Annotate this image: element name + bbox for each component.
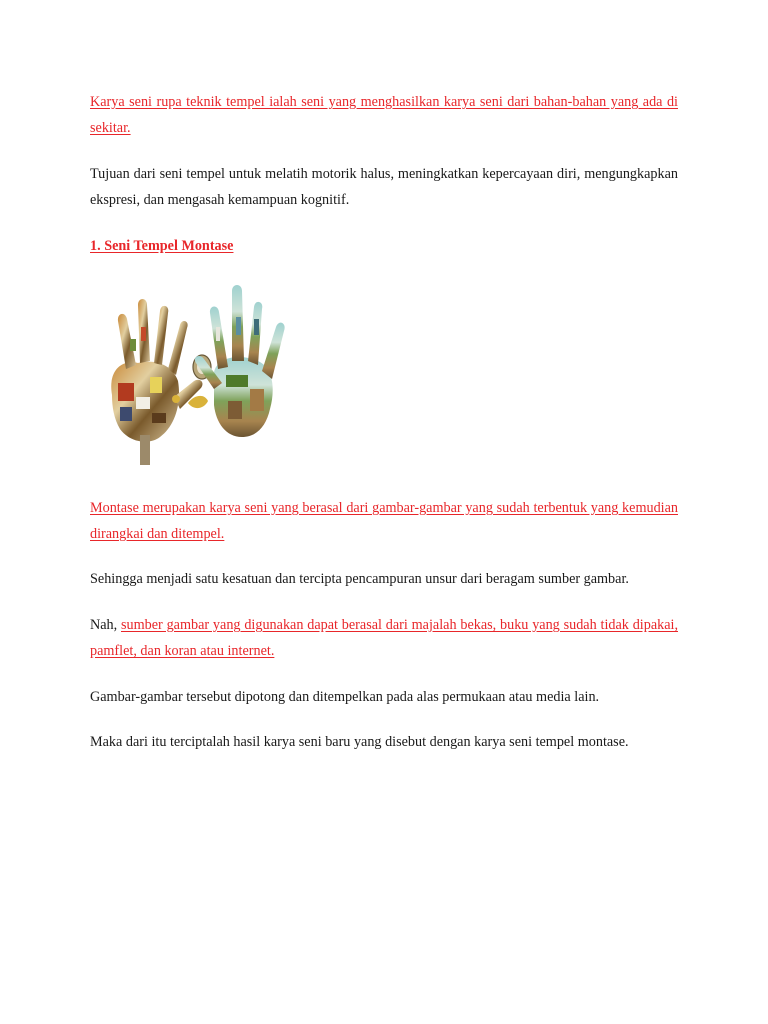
maka-paragraph: Maka dari itu terciptalah hasil karya seni baru yang disebut dengan karya seni tempel montase.: [90, 734, 629, 750]
nah-prefix: Nah,: [90, 617, 121, 633]
document-page: [90, 89, 678, 755]
section-heading: 1. Seni Tempel Montase: [90, 238, 234, 254]
gambar-paragraph: Gambar-gambar tersebut dipotong dan ditempelkan pada alas permukaan atau media lain.: [90, 689, 600, 705]
collage-hands-image: [90, 277, 302, 473]
nah-highlight: sumber gambar yang digunakan dapat berasal dari majalah bekas, buku yang sudah tidak dipakai, pamflet, dan koran atau internet.: [90, 617, 678, 659]
nah-paragraph: [90, 612, 678, 664]
intro-paragraph: Karya seni rupa teknik tempel ialah seni yang menghasilkan karya seni dari bahan-bahan yang ada di sekitar.: [90, 94, 678, 136]
sehingga-paragraph: Sehingga menjadi satu kesatuan dan tercipta pencampuran unsur dari beragam sumber gambar.: [90, 571, 629, 587]
tujuan-paragraph: Tujuan dari seni tempel untuk melatih motorik halus, meningkatkan kepercayaan diri, mengungkapkan ekspresi, dan mengasah kemampuan kognitif.: [90, 166, 678, 208]
montase-paragraph: Montase merupakan karya seni yang berasal dari gambar-gambar yang sudah terbentuk yang kemudian dirangkai dan ditempel.: [90, 500, 678, 542]
